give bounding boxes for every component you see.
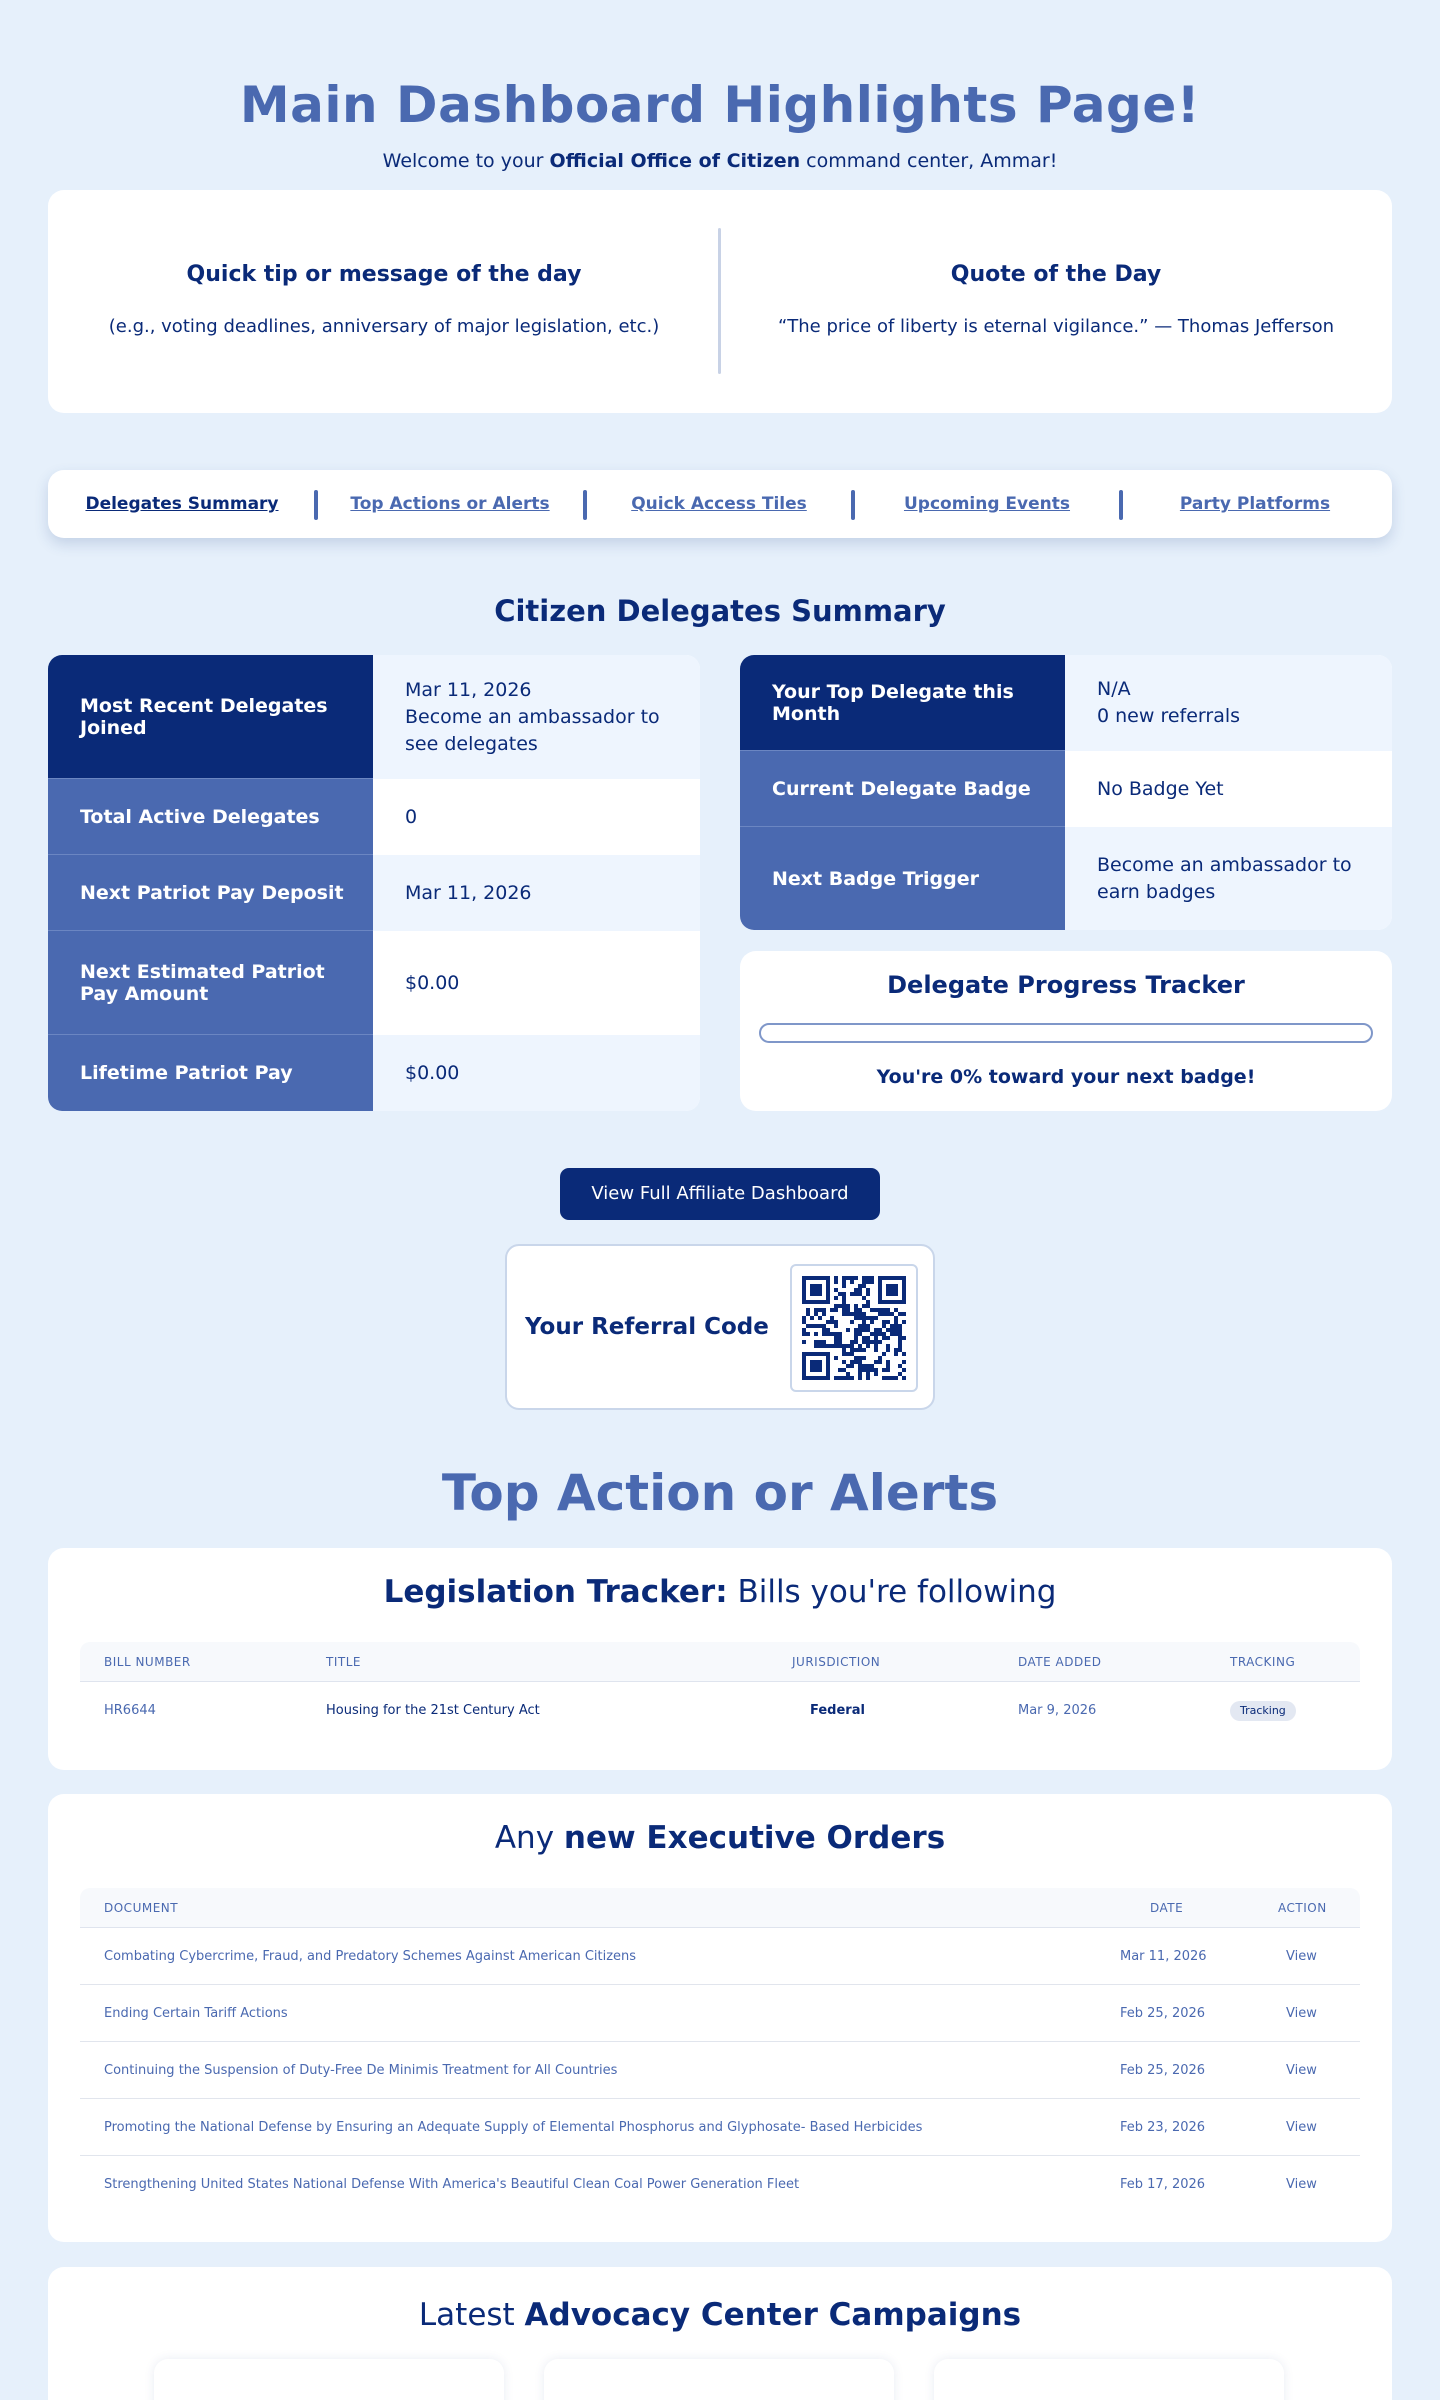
welcome-bold: Official Office of Citizen [549,150,801,172]
table-row [80,2099,1360,2156]
progress-tracker-card [740,951,1392,1111]
tip-title: Quick tip or message of the day [186,262,582,287]
summary-row [740,751,1392,827]
summary-label: Lifetime Patriot Pay [48,1035,373,1111]
eo-date: Mar 11, 2026 [1120,1949,1207,1964]
bill-title: Housing for the 21st Century Act [326,1703,540,1718]
summary-label: Next Estimated Patriot Pay Amount [48,931,373,1035]
eo-document[interactable]: Combating Cybercrime, Fraud, and Predatory Schemes Against American Citizens [104,1949,637,1964]
executive-orders-table-header [80,1888,1360,1928]
legislation-heading-bold: Legislation Tracker: [383,1574,728,1610]
welcome-message [0,150,1440,172]
top-delegate-referrals: 0 new referrals [1097,705,1241,727]
nav-party-platforms[interactable]: Party Platforms [1179,494,1331,514]
eo-document[interactable]: Continuing the Suspension of Duty-Free De Minimis Treatment for All Countries [104,2063,618,2078]
eo-date: Feb 23, 2026 [1120,2120,1206,2135]
nav-top-actions[interactable]: Top Actions or Alerts [350,494,550,514]
table-row [80,1928,1360,1985]
affiliate-dashboard-button[interactable]: View Full Affiliate Dashboard [560,1168,880,1220]
tip-body: (e.g., voting deadlines, anniversary of major legislation, etc.) [108,316,660,337]
eo-heading-prefix: Any [494,1820,564,1856]
table-row [80,2042,1360,2099]
eo-view-link[interactable]: View [1286,2063,1317,2078]
advocacy-heading-bold: Advocacy Center Campaigns [524,2297,1022,2333]
qr-code-icon [802,1276,906,1380]
eo-date: Feb 25, 2026 [1120,2063,1206,2078]
referral-card [505,1244,935,1410]
recent-joined-note: Become an ambassador to see delegates [405,705,660,755]
page-title: Main Dashboard Highlights Page! [239,76,1201,134]
column-header: TRACKING [1230,1655,1296,1669]
eo-document[interactable]: Ending Certain Tariff Actions [104,2006,288,2021]
summary-row [48,655,700,779]
summary-title: Citizen Delegates Summary [494,594,946,628]
summary-value: 0 [373,779,700,855]
quote-of-day [720,190,1392,413]
welcome-prefix: Welcome to your [382,150,550,172]
legislation-heading [48,1574,1392,1610]
table-row [80,2156,1360,2213]
tips-card [48,190,1392,413]
summary-row [48,855,700,931]
legislation-heading-rest: Bills you're following [727,1574,1057,1610]
summary-row [48,931,700,1035]
quote-body: “The price of liberty is eternal vigilance.” — Thomas Jefferson [777,316,1335,337]
top-delegate-name: N/A [1097,678,1131,700]
summary-row [48,1035,700,1111]
tip-of-day [48,190,720,413]
summary-value: $0.00 [373,1035,700,1111]
eo-view-link[interactable]: View [1286,1949,1317,1964]
advocacy-heading-prefix: Latest [418,2297,525,2333]
nav-delegates-summary[interactable]: Delegates Summary [85,494,279,514]
advocacy-heading [48,2297,1392,2333]
tracking-cell [1230,1682,1296,1739]
summary-value [1065,655,1392,751]
column-header: ACTION [1278,1901,1327,1915]
campaign-card[interactable] [934,2359,1284,2400]
eo-date: Feb 25, 2026 [1120,2006,1206,2021]
bill-jurisdiction: Federal [810,1703,865,1718]
quote-title: Quote of the Day [950,262,1162,287]
summary-label: Current Delegate Badge [740,751,1065,827]
progress-text: You're 0% toward your next badge! [876,1066,1256,1088]
summary-row [740,827,1392,930]
legislation-table-header [80,1642,1360,1682]
referral-label: Your Referral Code [525,1314,769,1340]
eo-date: Feb 17, 2026 [1120,2177,1206,2192]
summary-label: Total Active Delegates [48,779,373,855]
eo-document[interactable]: Promoting the National Defense by Ensuring an Adequate Supply of Elemental Phosphorus and Glyphosate- Based Herbicides [104,2120,923,2135]
qr-code[interactable] [790,1264,918,1392]
summary-value: $0.00 [373,931,700,1035]
summary-label: Next Patriot Pay Deposit [48,855,373,931]
top-delegate-table [740,655,1392,930]
campaign-card[interactable] [154,2359,504,2400]
summary-row [48,779,700,855]
eo-view-link[interactable]: View [1286,2177,1317,2192]
summary-value: Mar 11, 2026 [373,855,700,931]
column-header: DATE [1150,1901,1184,1915]
progress-bar [759,1023,1373,1043]
nav-quick-access[interactable]: Quick Access Tiles [631,494,807,514]
eo-document[interactable]: Strengthening United States National Defense With America's Beautiful Clean Coal Power Generation Fleet [104,2177,800,2192]
summary-label: Your Top Delegate this Month [740,655,1065,751]
table-row[interactable] [80,1682,1360,1739]
bill-number[interactable]: HR6644 [104,1703,156,1718]
summary-label: Next Badge Trigger [740,827,1065,930]
advocacy-card [48,2267,1392,2400]
section-nav [48,470,1392,538]
campaign-card[interactable] [544,2359,894,2400]
summary-value: No Badge Yet [1065,751,1392,827]
nav-upcoming-events[interactable]: Upcoming Events [903,494,1071,514]
column-header: DATE ADDED [1018,1655,1102,1669]
legislation-card [48,1548,1392,1770]
eo-view-link[interactable]: View [1286,2006,1317,2021]
column-header: TITLE [326,1655,361,1669]
tracking-badge[interactable]: Tracking [1230,1701,1296,1721]
column-header: JURISDICTION [792,1655,881,1669]
eo-heading-bold: new Executive Orders [563,1820,946,1856]
summary-value [373,655,700,779]
executive-orders-card [48,1794,1392,2242]
executive-orders-heading [48,1820,1392,1856]
eo-view-link[interactable]: View [1286,2120,1317,2135]
summary-label: Most Recent Delegates Joined [48,655,373,779]
recent-joined-date: Mar 11, 2026 [405,678,532,701]
summary-value: Become an ambassador to earn badges [1065,827,1392,930]
column-header: DOCUMENT [104,1901,179,1915]
summary-row [740,655,1392,751]
bill-date-added: Mar 9, 2026 [1018,1703,1097,1718]
table-row [80,1985,1360,2042]
welcome-suffix: command center, Ammar! [800,150,1058,172]
progress-title: Delegate Progress Tracker [887,971,1245,999]
column-header: BILL NUMBER [104,1655,191,1669]
actions-title: Top Action or Alerts [441,1464,999,1522]
delegates-summary-table [48,655,700,1111]
